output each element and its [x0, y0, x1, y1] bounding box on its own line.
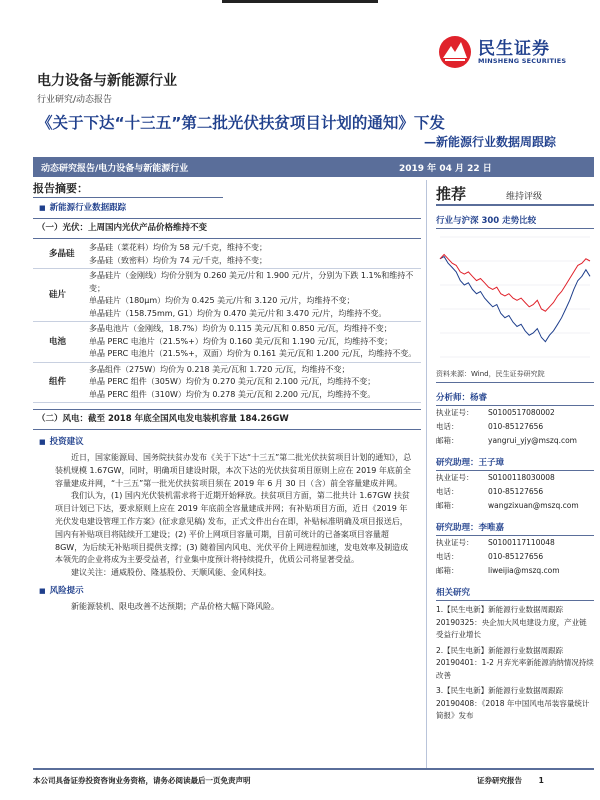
- footer-right: [477, 775, 544, 786]
- analyst-phone-row: [436, 420, 594, 434]
- chart-background: [436, 231, 594, 363]
- assistant1-email-row: [436, 499, 594, 513]
- investment-paragraph: 我们认为，(1) 国内光伏装机需求将于近期开始释放。扶贫项目方面，第二批共计 1.67GW 扶贫项目计划已下达，要求原则上应在 2019 年底前全容量建成并网；有补贴项目方面，近日《2019 年光伏发电建设管理工作方案》(征求意见稿) 发布，正式文件出台在即，补贴标准明确及项目报送后，国内有补贴项目将陆续开工建设；(2) 平价上网项目容量可期，目前可统计的已备案项目容量超 8GW，为后续无补贴项目提供支撑；(3) 随着国内风电、光伏平价上网进程加速，发电效率及制造成本领先的企业将成为主要受益者，行业集中度预计将持续提升，优质公司将显著受益。: [55, 491, 410, 565]
- cert-value: S0100117110048: [488, 538, 555, 547]
- rating-label: 推荐: [436, 185, 467, 203]
- banner-date: 2019 年 04 月 22 日: [399, 164, 492, 174]
- price-line: 单晶 PERC 电池片（21.5%+）均价为 0.160 美元/瓦和 1.190 元/瓦，均维持不变；: [89, 336, 393, 346]
- price-cell: [85, 241, 421, 269]
- price-line: 多晶组件（275W）均价为 0.218 美元/瓦和 1.720 元/瓦，均维持不变；: [89, 364, 350, 374]
- assistant2-phone-row: [436, 550, 594, 564]
- price-line: 单晶 PERC 组件（305W）均价为 0.270 美元/瓦和 2.100 元/瓦，均维持不变；: [89, 377, 376, 386]
- assistant1-cert-row: [436, 471, 594, 485]
- footer-disclaimer: 本公司具备证券投资咨询业务资格，请务必阅读最后一页免责声明: [33, 776, 251, 785]
- brand-logo: [436, 34, 586, 70]
- table-row: [33, 322, 421, 363]
- table-row: [33, 241, 421, 269]
- price-line: 多晶硅（致密料）均价为 74 元/千克，维持不变；: [89, 255, 267, 265]
- price-table: [33, 241, 421, 403]
- summary-title: 报告摘要：: [33, 180, 223, 198]
- price-line: 单晶硅片（180μm）均价为 0.425 美元/片和 3.120 元/片，均维持不变；: [89, 296, 355, 305]
- minsheng-emblem-icon: [436, 34, 474, 70]
- assistant2-cert-row: [436, 536, 594, 550]
- phone-label: 电话：: [436, 422, 459, 431]
- pv-heading: （一）光伏：上周国内光伏产品价格维持不变: [33, 218, 421, 239]
- category-wafer: 硅片: [33, 269, 85, 322]
- sidebar-column: [436, 180, 594, 723]
- risk-paragraph: 新能源装机、限电改善不达预期；产品价格大幅下降风险。: [71, 601, 279, 611]
- rating-sub: 维持评级: [506, 192, 543, 202]
- analyst-email-row: [436, 434, 594, 448]
- price-cell: [85, 322, 421, 363]
- summary-column: [33, 180, 421, 614]
- assistant2-email-row: [436, 564, 594, 578]
- related-item[interactable]: 1.【民生电新】新能源行业数据周跟踪 20190325：央企加大风电建设力度，产业链受益行业增长: [436, 605, 587, 639]
- industry-title: 电力设备与新能源行业: [37, 73, 177, 89]
- analyst-title: 分析师：杨睿: [436, 391, 594, 406]
- top-edge-mark: [222, 0, 378, 3]
- cert-label: 执业证号：: [436, 473, 474, 482]
- related-item[interactable]: 2.【民生电新】新能源行业数据周跟踪 20190401：1-2 月弃光率新能源消纳情况持续改善: [436, 645, 594, 680]
- price-line: 单晶 PERC 组件（310W）均价为 0.278 美元/瓦和 2.200 元/瓦，均维持不变。: [89, 389, 376, 399]
- related-item[interactable]: 3.【民生电新】新能源行业数据周跟踪 20190408：《2018 年中国风电吊装容量统计简报》发布: [436, 686, 590, 720]
- trend-chart: [436, 231, 594, 363]
- table-row: [33, 269, 421, 322]
- email-value: wangzixuan@mszq.com: [488, 501, 579, 510]
- price-line: 单晶 PERC 电池片（21.5%+，双面）均价为 0.161 美元/瓦和 1.200 元/瓦，均维持不变。: [89, 349, 417, 358]
- phone-label: 电话：: [436, 552, 459, 561]
- email-label: 邮箱：: [436, 436, 459, 445]
- price-line: 多晶硅（菜花料）均价为 58 元/千克，维持不变；: [89, 243, 267, 252]
- category-polysilicon: 多晶硅: [33, 241, 85, 269]
- phone-value: 010-85127656: [488, 487, 544, 496]
- report-subtype: 行业研究/动态报告: [37, 95, 113, 105]
- chart-section-title: 行业与沪深 300 走势比较: [436, 214, 594, 229]
- table-row: [33, 362, 421, 403]
- wind-heading: （二）风电：截至 2018 年底全国风电发电装机容量 184.26GW: [33, 409, 421, 430]
- investment-body: [33, 452, 421, 580]
- cert-value: S0100517080002: [488, 408, 555, 417]
- related-title: 相关研究: [436, 586, 594, 601]
- footer-divider: [33, 768, 594, 770]
- tracking-heading: ■ 新能源行业数据跟踪: [33, 202, 421, 215]
- assistant2-title: 研究助理：李唯嘉: [436, 521, 594, 536]
- category-module: 组件: [33, 362, 85, 403]
- report-headline: 《关于下达“十三五”第二批光伏扶贫项目计划的通知》下发: [37, 114, 445, 132]
- investment-heading: ■ 投资建议: [33, 436, 421, 449]
- email-label: 邮箱：: [436, 566, 459, 575]
- cert-label: 执业证号：: [436, 538, 474, 547]
- report-banner: [33, 157, 594, 177]
- analyst-cert-row: [436, 406, 594, 420]
- risk-heading: ■ 风险提示: [33, 585, 421, 598]
- phone-label: 电话：: [436, 487, 459, 496]
- phone-value: 010-85127656: [488, 552, 544, 561]
- email-value: yangrui_yjy@mszq.com: [488, 436, 577, 445]
- footer-label: 证券研究报告: [477, 776, 522, 785]
- investment-paragraph: 近日，国家能源局、国务院扶贫办发布《关于下达“十三五”第二批光伏扶贫项目计划的通知》，总装机规模 1.67GW，同时，明确项目建设时限，本次下达的光伏扶贫项目原则上应在 2019 年底前全容量建成并网，“十三五”第一批光伏扶贫项目须在 2019 年 6 月 30 日（含）前全容量建成并网。: [55, 453, 412, 488]
- price-cell: [85, 269, 421, 322]
- cert-label: 执业证号：: [436, 408, 474, 417]
- investment-paragraph: 建议关注：通威股份、隆基股份、天顺风能、金风科技。: [71, 568, 271, 578]
- price-line: 多晶硅片（金刚线）均价分别为 0.260 美元/片和 1.900 元/片，分别为下跌 1.1%和维持不变；: [89, 271, 414, 293]
- email-label: 邮箱：: [436, 501, 459, 510]
- report-subheadline: —新能源行业数据周跟踪: [423, 135, 556, 149]
- rating-block: [436, 180, 594, 206]
- column-divider: [426, 180, 427, 770]
- brand-name-cn: 民生证券: [478, 39, 550, 59]
- assistant1-title: 研究助理：王子璋: [436, 456, 594, 471]
- cert-value: S0100118030008: [488, 473, 555, 482]
- page-number: 1: [538, 776, 544, 785]
- price-cell: [85, 362, 421, 403]
- chart-source: 资料来源：Wind，民生证券研究院: [436, 369, 594, 383]
- brand-name-en: MINSHENG SECURITIES: [478, 57, 567, 65]
- price-line: 单晶硅片（158.75mm, G1）均价为 0.470 美元/片和 3.470 元/片，均维持不变。: [89, 308, 387, 318]
- price-line: 多晶电池片（金刚线，18.7%）均价为 0.115 美元/瓦和 0.850 元/瓦，均维持不变；: [89, 324, 392, 333]
- category-cell: 电池: [33, 322, 85, 363]
- assistant1-phone-row: [436, 485, 594, 499]
- banner-category: 动态研究报告/电力设备与新能源行业: [41, 164, 189, 174]
- phone-value: 010-85127656: [488, 422, 544, 431]
- email-value: liweijia@mszq.com: [488, 566, 560, 575]
